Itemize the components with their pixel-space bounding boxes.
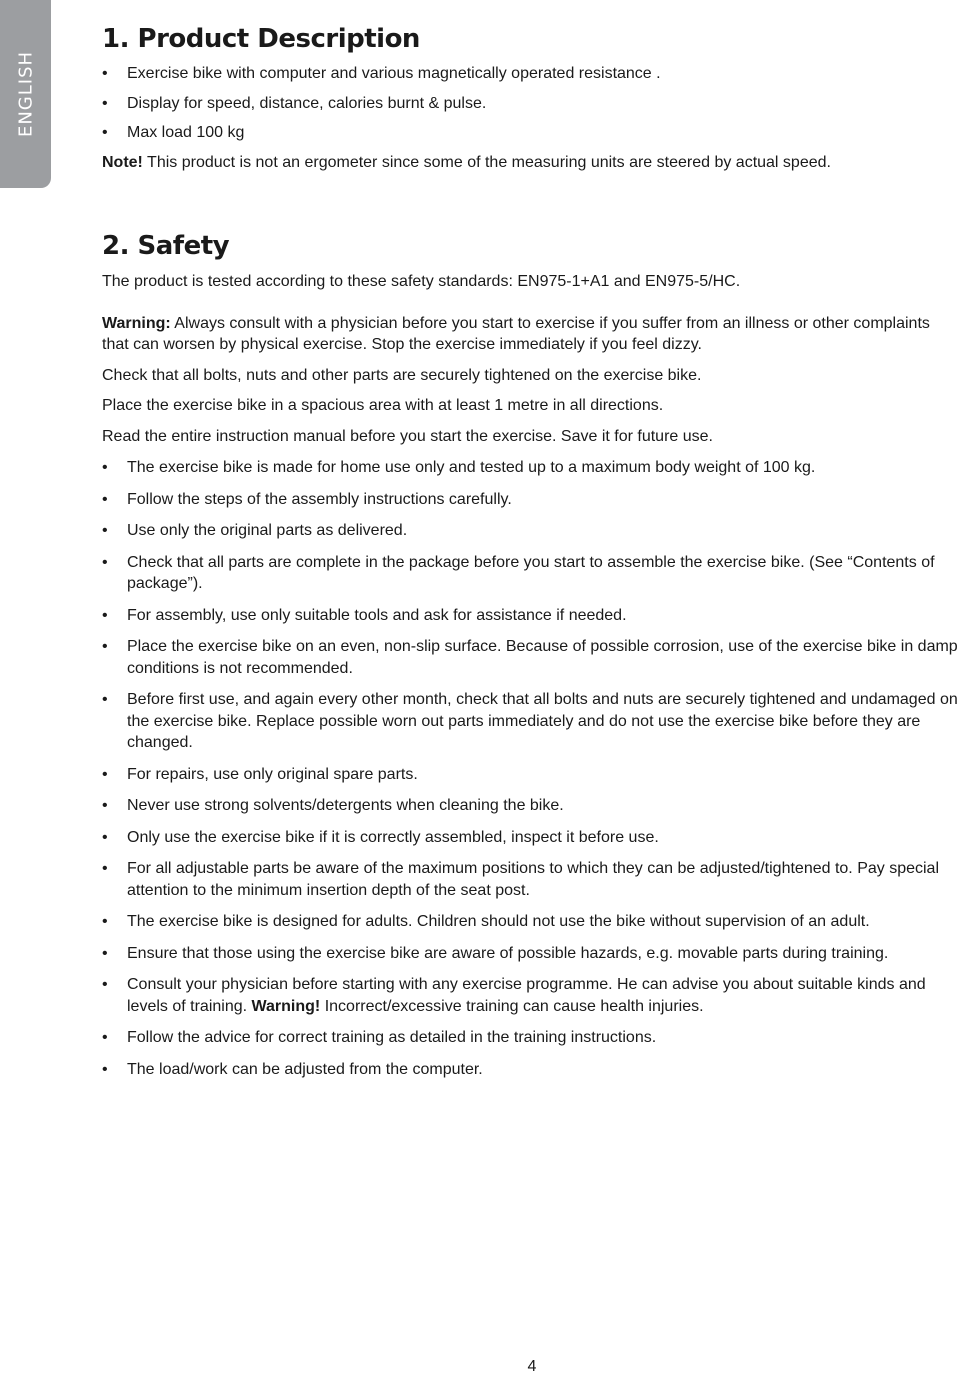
list-item: • Before first use, and again every other month, check that all bolts and nuts are securely tightened and undamaged on the exercise bike. Replace possible worn out parts immediately and do not use the exercise bike before they are changed. [102, 689, 960, 754]
list-item [102, 974, 960, 1017]
consult-text: Consult your physician before starting with any exercise programme. He can advise you about suitable kinds and levels of training. [127, 976, 926, 1015]
language-label: ENGLISH [15, 50, 36, 138]
safety-paragraph: Place the exercise bike in a spacious area with at least 1 metre in all directions. [102, 397, 664, 414]
list-item: • Never use strong solvents/detergents when cleaning the bike. [102, 795, 960, 817]
list-item: • For all adjustable parts be aware of the maximum positions to which they can be adjusted/tightened to. Pay special attention to the minimum insertion depth of the seat post. [102, 858, 960, 901]
list-item: • For repairs, use only original spare parts. [102, 764, 960, 786]
list-item: • Follow the advice for correct training as detailed in the training instructions. [102, 1027, 960, 1049]
list-item: • Check that all parts are complete in the package before you start to assemble the exercise bike. (See “Contents of package”). [102, 552, 960, 595]
list-item: • Use only the original parts as delivered. [102, 520, 960, 542]
consult-warning-text: Incorrect/excessive training can cause health injuries. [320, 997, 704, 1015]
list-item: • Only use the exercise bike if it is correctly assembled, inspect it before use. [102, 827, 960, 849]
warning-text: Always consult with a physician before you start to exercise if you suffer from an illness or other complaints that can worsen by physical exercise. Stop the exercise immediately if you feel dizzy. [102, 314, 930, 353]
note-label: Note! [102, 153, 143, 171]
list-item: • Ensure that those using the exercise bike are aware of possible hazards, e.g. movable parts during training. [102, 943, 960, 965]
page-number: 4 [527, 1358, 537, 1375]
list-item: • Exercise bike with computer and various magnetically operated resistance . [102, 63, 960, 85]
list-item: • The exercise bike is designed for adults. Children should not use the bike without supervision of an adult. [102, 911, 960, 933]
list-item: • Display for speed, distance, calories burnt & pulse. [102, 93, 960, 115]
language-tab [0, 0, 51, 188]
list-item: • Place the exercise bike on an even, non-slip surface. Because of possible corrosion, use of the exercise bike in damp conditions is not recommended. [102, 636, 960, 679]
safety-standards-text: The product is tested according to these safety standards: EN975-1+A1 and EN975-5/HC. [102, 273, 741, 290]
safety-paragraph: Check that all bolts, nuts and other parts are securely tightened on the exercise bike. [102, 366, 702, 384]
warning-paragraph [102, 313, 960, 356]
list-item: • For assembly, use only suitable tools and ask for assistance if needed. [102, 605, 960, 627]
list-item: • The exercise bike is made for home use only and tested up to a maximum body weight of 100 kg. [102, 457, 960, 479]
warning-label: Warning: [102, 314, 171, 332]
list-item: • The load/work can be adjusted from the computer. [102, 1059, 960, 1081]
document-content [102, 22, 960, 1090]
product-description-list [102, 63, 960, 144]
section-product-description-heading: 1. Product Description [102, 24, 420, 54]
note-text: This product is not an ergometer since some of the measuring units are steered by actual speed. [142, 153, 831, 171]
safety-list [102, 457, 960, 1080]
consult-warning-label: Warning! [251, 997, 321, 1015]
list-item: • Max load 100 kg [102, 122, 960, 144]
section-safety-heading: 2. Safety [102, 231, 230, 261]
product-note [102, 152, 960, 174]
list-item: • Follow the steps of the assembly instructions carefully. [102, 489, 960, 511]
safety-paragraph: Read the entire instruction manual before you start the exercise. Save it for future use. [102, 427, 713, 445]
